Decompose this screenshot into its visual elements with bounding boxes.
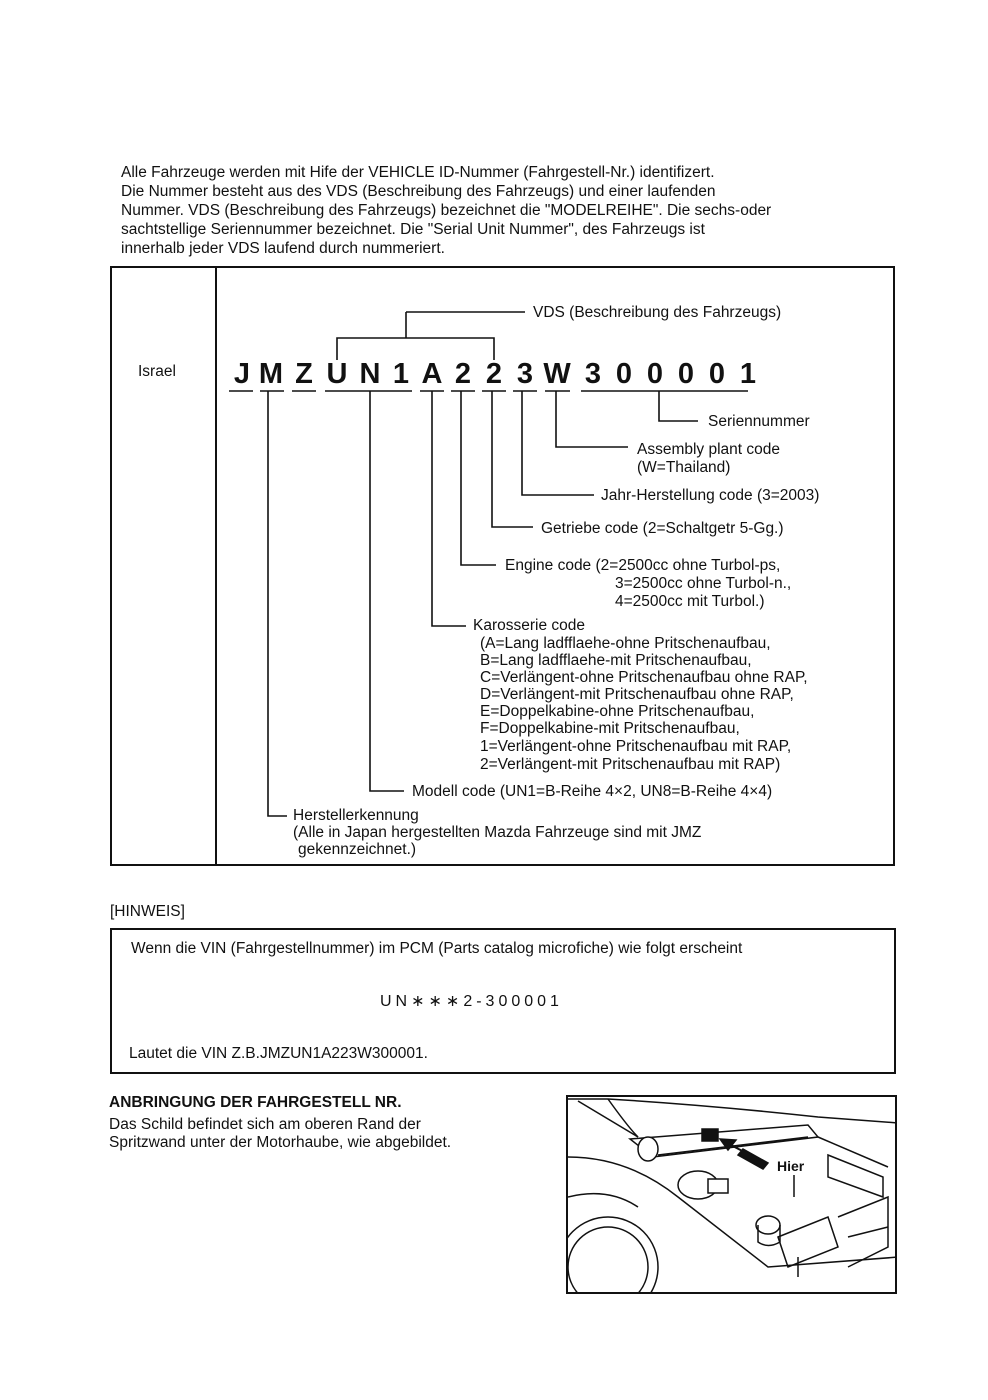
gearbox-label: Getriebe code (2=Schaltgetr 5-Gg.) <box>541 520 784 537</box>
engine-bay-illustration <box>566 1095 897 1294</box>
mounting-title: ANBRINGUNG DER FAHRGESTELL NR. <box>109 1094 402 1111</box>
body-code-line: D=Verlängent-mit Pritschenaufbau ohne RAP, <box>480 686 794 703</box>
body-code-line: E=Doppelkabine-ohne Pritschenaufbau, <box>480 703 755 720</box>
vin-char: J <box>233 358 251 390</box>
mounting-text <box>109 1116 549 1152</box>
plant-label-detail: (W=Thailand) <box>637 459 731 476</box>
hier-label: Hier <box>777 1158 805 1174</box>
body-code-line: (A=Lang ladfflaehe-ohne Pritschenaufbau, <box>480 635 771 652</box>
vin-char: 3 <box>584 358 602 390</box>
body-code-line: 2=Verlängent-mit Pritschenaufbau mit RAP) <box>480 756 781 773</box>
vin-char: M <box>258 358 284 390</box>
year-label: Jahr-Herstellung code (3=2003) <box>601 487 820 504</box>
intro-line: sachtstellige Seriennummer bezeichnet. Die "Serial Unit Nummer", des Fahrzeugs ist <box>121 221 705 238</box>
plant-label: Assembly plant code <box>637 441 781 458</box>
mounting-text-line: Spritzwand unter der Motorhaube, wie abgebildet. <box>109 1134 452 1151</box>
body-code-line: 1=Verlängent-ohne Pritschenaufbau mit RAP, <box>480 738 792 755</box>
vin-char: U <box>326 358 348 390</box>
country-label: Israel <box>138 363 176 380</box>
body-code-line: Karosserie code <box>473 617 586 634</box>
intro-line: Nummer. VDS (Beschreibung des Fahrzeugs) bezeichnet die "MODELREIHE". Die sechs-oder <box>121 202 772 219</box>
intro-line: Alle Fahrzeuge werden mit Hife der VEHICLE ID-Nummer (Fahrgestell-Nr.) identifizert. <box>121 164 715 181</box>
vin-char: 0 <box>615 358 633 390</box>
mounting-text-line: Das Schild befindet sich am oberen Rand der <box>109 1116 421 1133</box>
hinweis-code: UN∗∗∗2-300001 <box>380 993 563 1010</box>
vin-char: 1 <box>392 358 410 390</box>
vin-char: N <box>359 358 381 390</box>
vin-char: 2 <box>485 358 503 390</box>
model-label: Modell code (UN1=B-Reihe 4×2, UN8=B-Reihe 4×4) <box>412 783 773 800</box>
vin-char: 1 <box>739 358 757 390</box>
maker-line: (Alle in Japan hergestellten Mazda Fahrzeuge sind mit JMZ <box>293 824 702 841</box>
vin-char: W <box>543 358 571 390</box>
body-code-line: F=Doppelkabine-mit Pritschenaufbau, <box>480 720 740 737</box>
serial-label: Seriennummer <box>708 413 810 430</box>
intro-line: innerhalb jeder VDS laufend durch nummeriert. <box>121 240 445 257</box>
hinweis-text: Wenn die VIN (Fahrgestellnummer) im PCM (Parts catalog microfiche) wie folgt erscheint <box>131 940 743 957</box>
vin-char: 2 <box>454 358 472 390</box>
engine-label-3: 4=2500cc mit Turbol.) <box>615 593 765 610</box>
hinweis-example: Lautet die VIN Z.B.JMZUN1A223W300001. <box>129 1045 428 1062</box>
body-code-line: B=Lang ladfflaehe-mit Pritschenaufbau, <box>480 652 752 669</box>
maker-line: Herstellerkennung <box>293 807 419 824</box>
vin-char: 0 <box>646 358 664 390</box>
engine-label: Engine code (2=2500cc ohne Turbol-ps, <box>505 557 781 574</box>
vin-char: 0 <box>708 358 726 390</box>
vin-char: 0 <box>677 358 695 390</box>
maker-line: gekennzeichnet.) <box>298 841 417 858</box>
vin-char: Z <box>295 358 313 390</box>
body-code-line: C=Verlängent-ohne Pritschenaufbau ohne RAP, <box>480 669 808 686</box>
intro-line: Die Nummer besteht aus des VDS (Beschreibung des Fahrzeugs) und einer laufenden <box>121 183 716 200</box>
engine-label-2: 3=2500cc ohne Turbol-n., <box>615 575 792 592</box>
hinweis-heading: [HINWEIS] <box>110 903 185 920</box>
vds-label: VDS (Beschreibung des Fahrzeugs) <box>533 304 782 321</box>
vin-char: 3 <box>516 358 534 390</box>
vin-char: A <box>421 358 443 390</box>
